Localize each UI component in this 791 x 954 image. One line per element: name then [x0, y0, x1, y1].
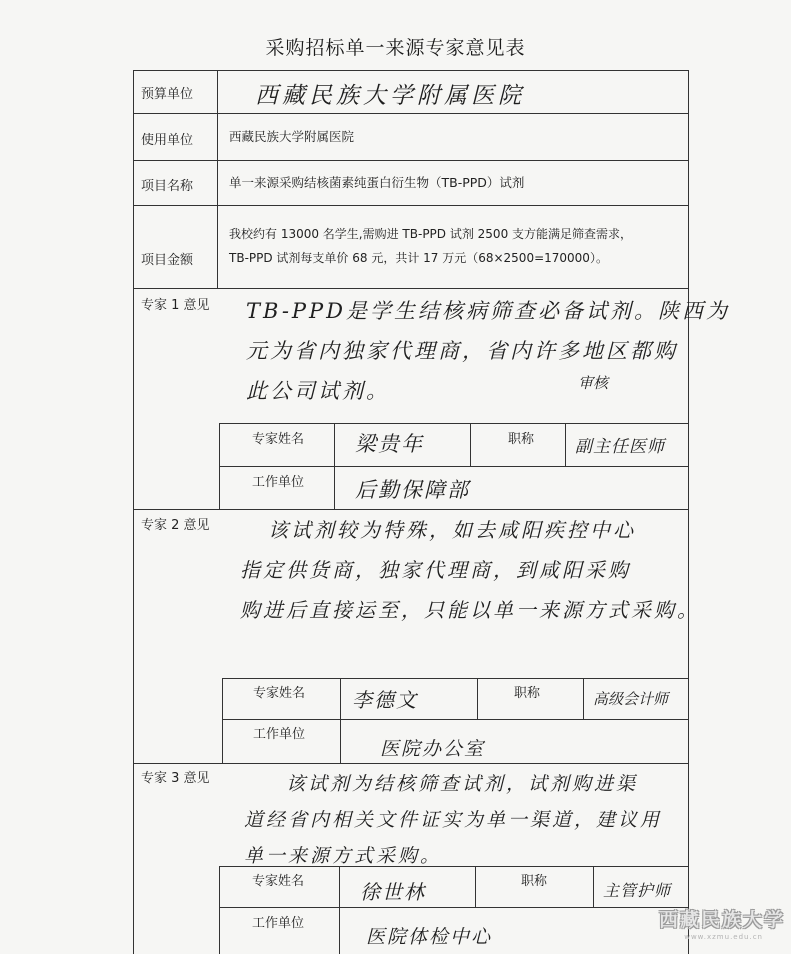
project-name-label: 项目名称 — [141, 179, 194, 194]
column-divider — [219, 423, 220, 509]
using-unit-value: 西藏民族大学附属医院 — [229, 129, 355, 144]
column-divider — [565, 423, 566, 466]
expert-1-label: 专家 1 意见 — [141, 298, 210, 313]
university-watermark: 西藏民族大学 — [658, 909, 785, 931]
row-divider — [133, 160, 688, 161]
expert-2-label: 专家 2 意见 — [141, 518, 210, 533]
expert-3-name-label: 专家姓名 — [252, 874, 305, 889]
expert-3-name: 徐世林 — [360, 880, 426, 904]
budget-unit-label: 预算单位 — [141, 87, 194, 102]
expert-1-opinion-line: 此公司试剂。 — [246, 379, 390, 403]
expert-2-name: 李德文 — [352, 688, 418, 712]
row-divider — [219, 907, 688, 908]
expert-3-opinion — [242, 766, 662, 874]
row-divider — [219, 466, 688, 467]
label-column-divider — [217, 70, 218, 288]
expert-1-unit: 后勤保障部 — [355, 478, 470, 502]
column-divider — [222, 678, 223, 763]
expert-2-unit: 医院办公室 — [380, 738, 486, 760]
column-divider — [334, 423, 335, 509]
expert-3-opinion-line: 单一来源方式采购。 — [244, 845, 443, 867]
row-divider — [133, 113, 688, 114]
row-divider — [222, 719, 688, 720]
project-name-value: 单一来源采购结核菌素纯蛋白衍生物（TB-PPD）试剂 — [229, 175, 525, 190]
expert-2-name-label: 专家姓名 — [253, 686, 306, 701]
using-unit-label: 使用单位 — [141, 133, 194, 148]
row-divider — [133, 205, 688, 206]
expert-3-unit-label: 工作单位 — [252, 916, 305, 931]
expert-3-opinion-line: 道经省内相关文件证实为单一渠道，建议用 — [244, 809, 663, 831]
column-divider — [583, 678, 584, 719]
expert-2-title: 高级会计师 — [593, 690, 669, 708]
expert-1-name-label: 专家姓名 — [252, 432, 305, 447]
expert-1-opinion-line: 元为省内独家代理商，省内许多地区都购 — [246, 339, 678, 363]
column-divider — [475, 866, 476, 907]
expert-1-title: 副主任医师 — [575, 437, 665, 457]
budget-unit-value: 西藏民族大学附属医院 — [255, 83, 525, 109]
expert-1-title-label: 职称 — [508, 432, 535, 447]
university-watermark-url: www.xzmu.edu.cn — [684, 933, 763, 941]
expert-3-opinion-line: 该试剂为结核筛查试剂，试剂购进渠 — [286, 773, 639, 795]
row-divider — [133, 763, 688, 764]
expert-3-title-label: 职称 — [521, 874, 548, 889]
expert-3-unit: 医院体检中心 — [366, 926, 493, 948]
row-divider — [219, 866, 688, 867]
column-divider — [340, 678, 341, 763]
expert-1-signature-mark: 审核 — [578, 374, 609, 392]
expert-1-opinion-line: TB-PPD是学生结核病筛查必备试剂。陕西为 — [246, 299, 731, 323]
expert-1-opinion — [246, 291, 730, 411]
column-divider — [219, 866, 220, 954]
table-top-border — [133, 70, 688, 71]
expert-1-unit-label: 工作单位 — [252, 475, 305, 490]
project-amount-line-2: TB-PPD 试剂每支单价 68 元，共计 17 万元（68×2500=170000）。 — [229, 251, 608, 265]
row-divider — [133, 288, 688, 289]
project-amount-line-1: 我校约有 13000 名学生,需购进 TB-PPD 试剂 2500 支方能满足筛查需求， — [229, 227, 633, 241]
form-title: 采购招标单一来源专家意见表 — [265, 37, 526, 59]
expert-2-title-label: 职称 — [514, 686, 541, 701]
project-amount-label: 项目金额 — [141, 253, 194, 268]
expert-2-opinion-line: 购进后直接运至，只能以单一来源方式采购。 — [240, 598, 700, 622]
expert-2-opinion-line: 指定供货商，独家代理商，到咸阳采购 — [240, 558, 631, 582]
expert-3-label: 专家 3 意见 — [141, 771, 210, 786]
expert-1-name: 梁贵年 — [355, 432, 424, 456]
row-divider — [222, 678, 688, 679]
expert-2-opinion-line: 该试剂较为特殊，如去咸阳疾控中心 — [268, 518, 636, 542]
table-left-border — [133, 70, 134, 954]
expert-2-opinion — [240, 510, 700, 630]
column-divider — [593, 866, 594, 907]
row-divider — [219, 423, 688, 424]
expert-2-unit-label: 工作单位 — [253, 727, 306, 742]
column-divider — [470, 423, 471, 466]
column-divider — [477, 678, 478, 719]
column-divider — [339, 866, 340, 954]
expert-3-title: 主管护师 — [603, 881, 672, 900]
